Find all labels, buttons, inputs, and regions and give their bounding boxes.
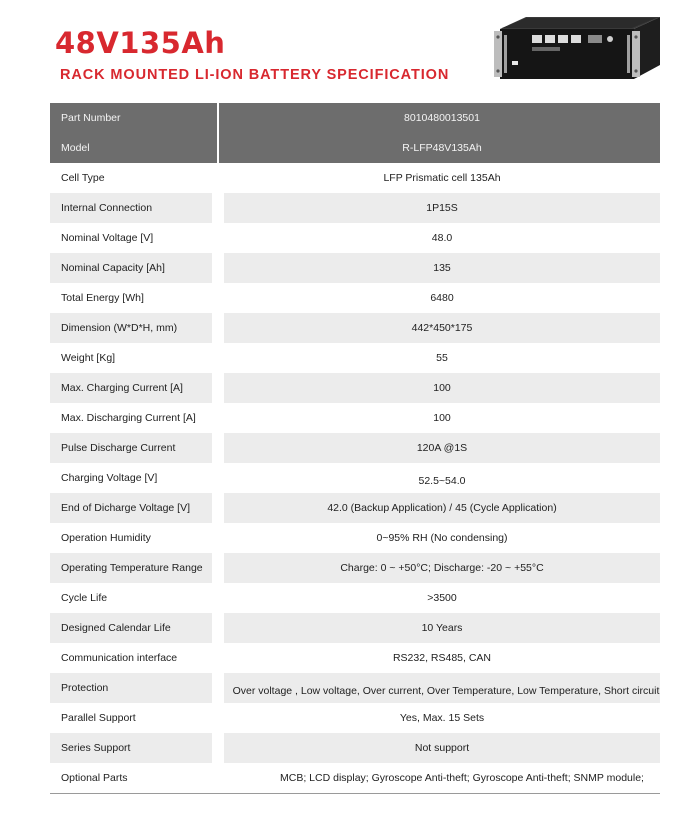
column-divider <box>212 373 224 403</box>
spec-value: 48.0 <box>431 232 453 244</box>
column-divider <box>212 343 224 373</box>
spec-value: Yes, Max. 15 Sets <box>399 712 485 724</box>
spec-label: Max. Charging Current [A] <box>61 382 183 394</box>
spec-value: 100 <box>433 412 451 424</box>
spec-value: Over voltage , Low voltage, Over current, Over Temperature, Low Temperature, Short circuit <box>232 685 660 697</box>
spec-row <box>50 313 660 343</box>
spec-row <box>50 673 660 703</box>
table-bottom-rule <box>50 793 660 794</box>
spec-label: Protection <box>61 682 109 694</box>
spec-row <box>50 493 660 523</box>
spec-value: 442*450*175 <box>411 322 473 334</box>
column-divider <box>212 733 224 763</box>
spec-value: R-LFP48V135Ah <box>402 142 482 154</box>
spec-value: LFP Prismatic cell 135Ah <box>383 172 501 184</box>
spec-label: Total Energy [Wh] <box>61 292 144 304</box>
spec-value: 120A @1S <box>416 442 468 454</box>
column-divider <box>212 763 224 793</box>
spec-value: 42.0 (Backup Application) / 45 (Cycle Application) <box>327 502 557 514</box>
spec-row <box>50 703 660 733</box>
spec-row <box>50 643 660 673</box>
spec-value: Not support <box>414 742 470 754</box>
spec-label: Nominal Voltage [V] <box>61 232 154 244</box>
column-divider <box>212 553 224 583</box>
spec-row <box>50 343 660 373</box>
spec-row <box>50 193 660 223</box>
spec-label: Cycle Life <box>61 592 108 604</box>
spec-label: Weight [Kg] <box>61 352 116 364</box>
spec-row <box>50 733 660 763</box>
spec-row <box>50 373 660 403</box>
spec-value: 0~95% RH (No condensing) <box>376 532 508 544</box>
column-divider <box>212 643 224 673</box>
column-divider <box>212 193 224 223</box>
spec-label: Series Support <box>61 742 131 754</box>
spec-label: Operation Humidity <box>61 532 151 544</box>
spec-row <box>50 403 660 433</box>
spec-value: 52.5~54.0 <box>418 475 466 487</box>
spec-label: Part Number <box>61 112 121 124</box>
column-divider <box>212 433 224 463</box>
column-divider <box>212 253 224 283</box>
column-divider <box>212 223 224 253</box>
spec-row <box>50 463 660 493</box>
column-divider <box>212 703 224 733</box>
spec-label: Operating Temperature Range <box>61 562 203 574</box>
spec-value: 100 <box>433 382 451 394</box>
spec-value: 1P15S <box>426 202 458 214</box>
spec-label: Parallel Support <box>61 712 136 724</box>
spec-value: 8010480013501 <box>404 112 480 124</box>
spec-row <box>50 253 660 283</box>
spec-value: MCB; LCD display; Gyroscope Anti-theft; Gyroscope Anti-theft; SNMP module; <box>280 772 644 784</box>
spec-row <box>50 613 660 643</box>
spec-table <box>50 103 660 793</box>
spec-label: Model <box>61 142 90 154</box>
spec-value: Charge: 0 ~ +50°C; Discharge: -20 ~ +55°C <box>340 562 544 574</box>
column-divider <box>212 583 224 613</box>
spec-label: Cell Type <box>61 172 105 184</box>
column-divider <box>212 673 224 703</box>
spec-label: Dimension (W*D*H, mm) <box>61 322 178 334</box>
column-divider <box>217 133 219 163</box>
spec-label: Pulse Discharge Current <box>61 442 176 454</box>
column-divider <box>212 493 224 523</box>
spec-row <box>50 433 660 463</box>
page-subtitle: RACK MOUNTED LI-ION BATTERY SPECIFICATION <box>60 67 450 83</box>
column-divider <box>212 163 224 193</box>
spec-value: 55 <box>436 352 448 364</box>
column-divider <box>212 313 224 343</box>
column-divider <box>217 103 219 133</box>
spec-label: Designed Calendar Life <box>61 622 171 634</box>
rack-battery-icon <box>492 15 660 83</box>
spec-value: 10 Years <box>421 622 463 634</box>
spec-value: RS232, RS485, CAN <box>392 652 492 664</box>
spec-label: Internal Connection <box>61 202 153 214</box>
spec-row <box>50 163 660 193</box>
spec-value: 135 <box>433 262 451 274</box>
spec-value: >3500 <box>427 592 457 604</box>
spec-row <box>50 103 660 133</box>
spec-row <box>50 763 660 793</box>
spec-row <box>50 553 660 583</box>
spec-label: Max. Discharging Current [A] <box>61 412 196 424</box>
spec-row <box>50 523 660 553</box>
column-divider <box>212 463 224 493</box>
column-divider <box>212 613 224 643</box>
spec-row <box>50 583 660 613</box>
column-divider <box>212 523 224 553</box>
spec-label: Optional Parts <box>61 772 128 784</box>
spec-label: Charging Voltage [V] <box>61 472 158 484</box>
spec-label: End of Dicharge Voltage [V] <box>61 502 190 514</box>
spec-row <box>50 133 660 163</box>
spec-value: 6480 <box>430 292 454 304</box>
spec-label: Communication interface <box>61 652 178 664</box>
spec-row <box>50 223 660 253</box>
column-divider <box>212 283 224 313</box>
column-divider <box>212 403 224 433</box>
spec-row <box>50 283 660 313</box>
page-title: 48V135Ah <box>55 26 226 60</box>
spec-label: Nominal Capacity [Ah] <box>61 262 165 274</box>
